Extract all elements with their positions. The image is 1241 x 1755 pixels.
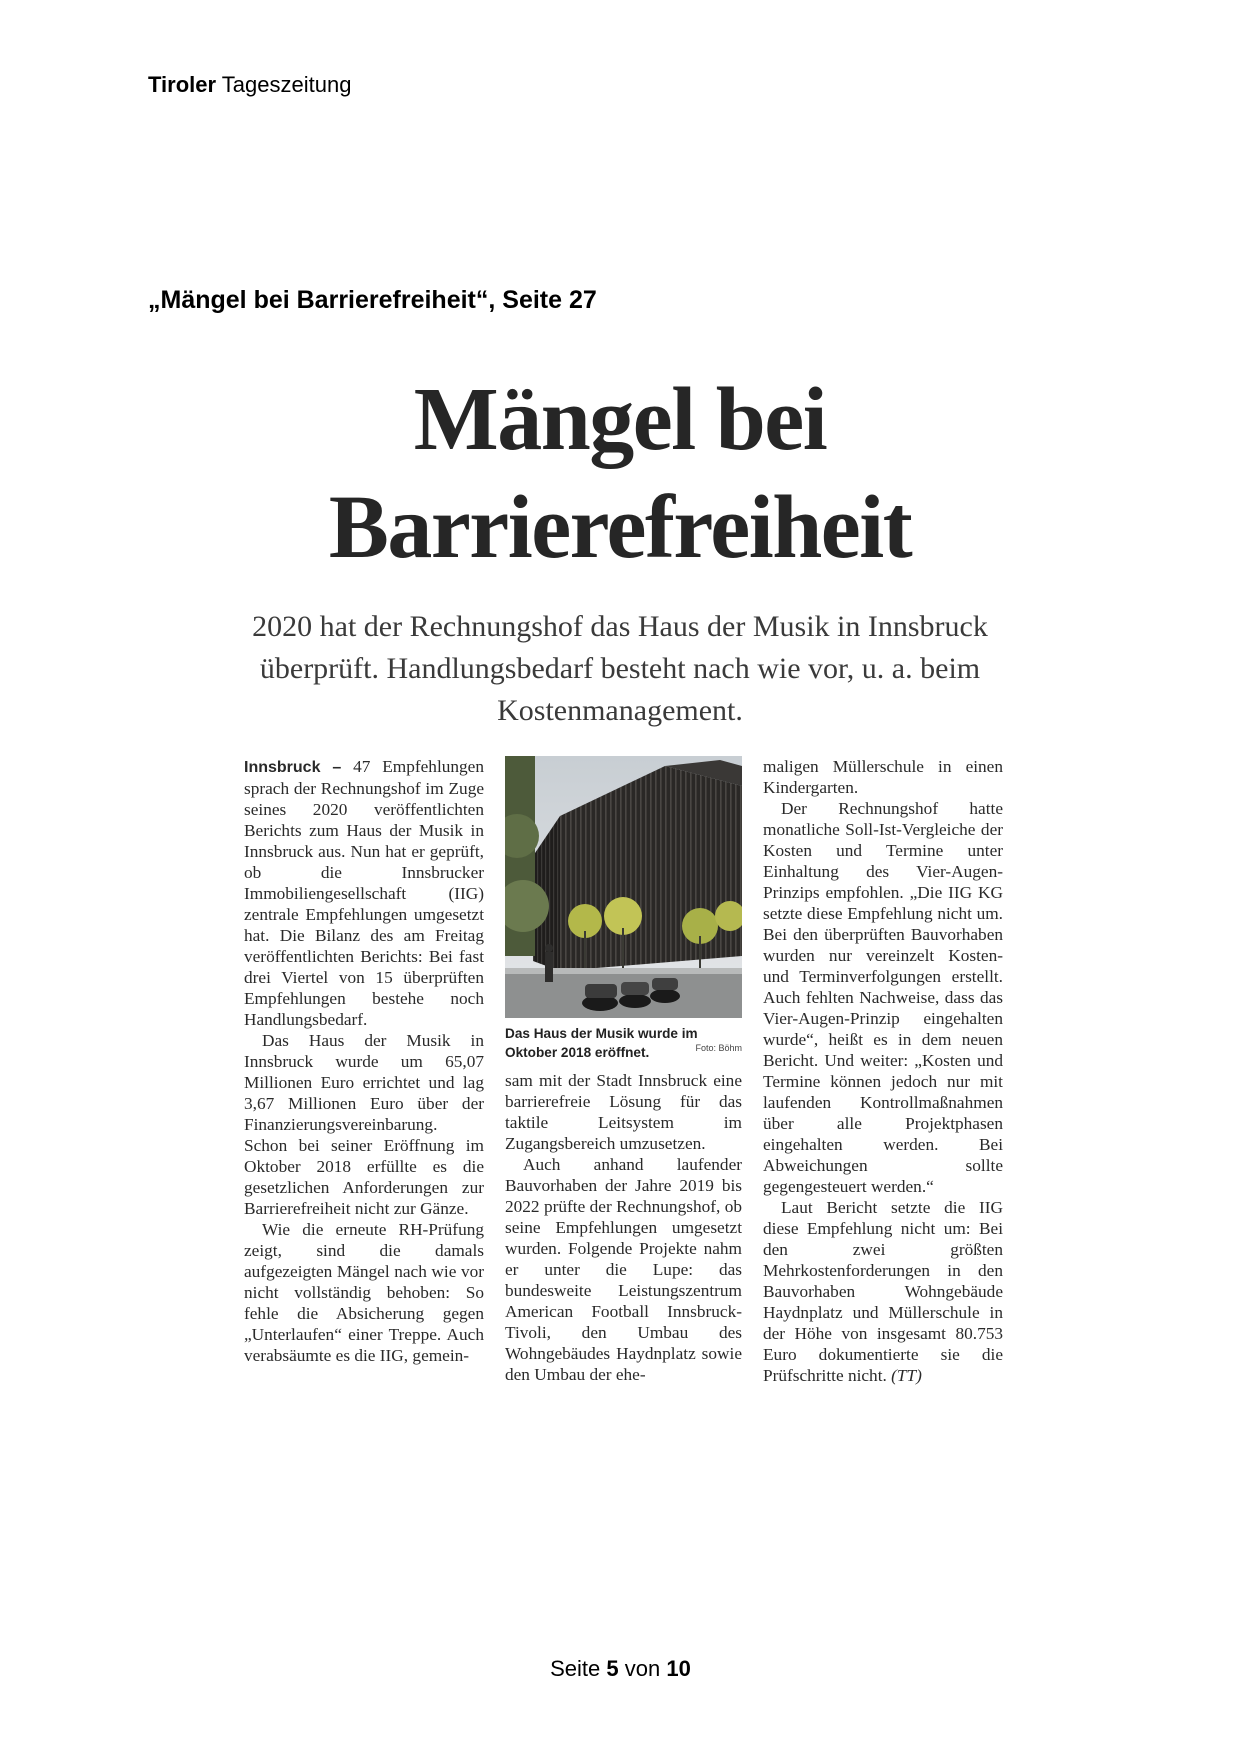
paragraph	[244, 756, 484, 1030]
paragraph: maligen Müllerschule in einen Kindergarten.	[763, 757, 1003, 797]
headline-line-2: Barrierefreiheit	[328, 478, 912, 577]
paragraph-text: 47 Empfehlungen sprach der Rechnungshof im Zuge seines 2020 veröffentlichten Berichts zum Haus der Musik in Innsbruck aus. Nun hat er geprüft, ob die Innsbrucker Immobiliengesellschaft (IIG) zentrale Empfehlungen umgesetzt hat. Die Bilanz des am Freitag veröffentlichten Berichts: Bei fast drei Viertel von 15 überprüften Empfehlungen bestehe noch Handlungsbedarf.	[244, 757, 484, 1029]
article-column-3	[763, 756, 1003, 1436]
page-number	[0, 1656, 1241, 1682]
photo-caption	[505, 1018, 742, 1070]
paragraph: Wie die erneute RH-Prüfung zeigt, sind die damals aufgezeigten Mängel nach wie vor nicht vollständig behoben: So fehle die Absicherung gegen „Unterlaufen“ einer Treppe. Auch verabsäumte es die IIG, gemein-	[244, 1220, 484, 1365]
publication-name-rest: Tageszeitung	[221, 72, 352, 97]
paragraph: Der Rechnungshof hatte monatliche Soll-Ist-Vergleiche der Kosten und Termine unter Einhaltung des Vier-Augen-Prinzips empfohlen. „Die IIG KG setzte diese Empfehlung nicht um. Bei den überprüften Bauvorhaben wurden nur vereinzelt Kosten- und Terminverfolgungen erstellt. Auch fehlten Nachweise, dass das Vier-Augen-Prinzip eingehalten wurde“, heißt es in dem neuen Bericht. Und weiter: „Kosten und Termine können jedoch nur mit laufenden Kontrollmaßnahmen über alle Projektphasen eingehalten werden. Bei Abweichungen sollte gegengesteuert werden.“	[763, 799, 1003, 1196]
photo-credit: Foto: Böhm	[695, 1043, 742, 1053]
article-column-2	[505, 756, 742, 1436]
article-reference: „Mängel bei Barrierefreiheit“, Seite 27	[148, 286, 597, 314]
paragraph: Auch anhand laufender Bauvorhaben der Jahre 2019 bis 2022 prüfte der Rechnungshof, ob seine Empfehlungen umgesetzt wurden. Folgende Projekte nahm er unter die Lupe: das bundesweite Leistungszentrum American Football Innsbruck-Tivoli, den Umbau des Wohngebäudes Haydnplatz sowie den Umbau der ehe-	[505, 1155, 742, 1384]
paragraph: sam mit der Stadt Innsbruck eine barrierefreie Lösung für das taktile Leitsystem im Zugangsbereich umzusetzen.	[505, 1071, 742, 1153]
author-sign: (TT)	[891, 1366, 922, 1385]
total-pages: 10	[666, 1656, 691, 1681]
page-middle: von	[624, 1656, 661, 1681]
paragraph-text: Laut Bericht setzte die IIG diese Empfehlung nicht um: Bei den zwei größten Mehrkostenforderungen in den Bauvorhaben Wohngebäude Haydnplatz und Müllerschule in der Höhe von insgesamt 80.753 Euro dokumentierte sie die Prüfschritte nicht.	[763, 1198, 1003, 1385]
dateline: Innsbruck –	[244, 759, 342, 776]
publication-name-bold: Tiroler	[148, 72, 217, 97]
column-2-body	[505, 1070, 742, 1385]
headline-line-1: Mängel bei	[413, 370, 827, 469]
current-page: 5	[606, 1656, 619, 1681]
paragraph	[763, 1197, 1003, 1386]
article-headline	[180, 366, 1060, 582]
article-subheadline: 2020 hat der Rechnungshof das Haus der Musik in Innsbruck überprüft. Handlungsbedarf besteht nach wie vor, u. a. beim Kostenmanagement.	[252, 610, 988, 727]
caption-text: Das Haus der Musik wurde im Oktober 2018 eröffnet.	[505, 1026, 698, 1060]
publication-header	[148, 72, 351, 98]
article-column-1	[244, 756, 484, 1436]
article-photo	[505, 756, 742, 1018]
building-photo-image	[505, 756, 742, 1018]
paragraph: Das Haus der Musik in Innsbruck wurde um 65,07 Millionen Euro errichtet und lag 3,67 Millionen Euro über der Finanzierungsvereinbarung. Schon bei seiner Eröffnung im Oktober 2018 erfüllte es die gesetzlichen Anforderungen zur Barrierefreiheit nicht zur Gänze.	[244, 1031, 484, 1218]
page-prefix: Seite	[550, 1656, 601, 1681]
